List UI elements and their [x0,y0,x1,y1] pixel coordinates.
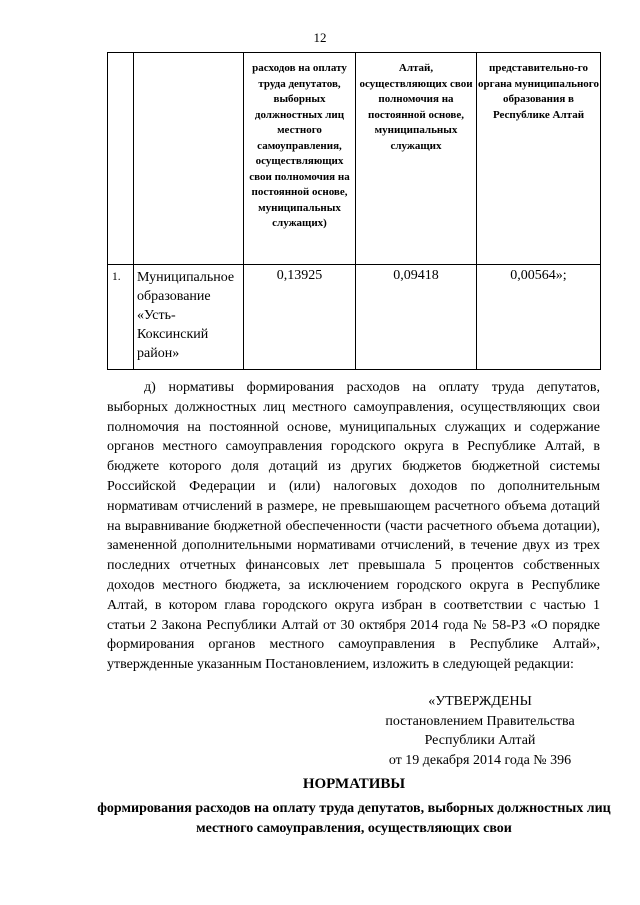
table-header-row [108,53,601,265]
document-title: НОРМАТИВЫ [302,776,406,792]
row-number: 1. [108,265,134,370]
table-row [108,265,601,370]
approval-line-4: от 19 декабря 2014 года № 396 [388,752,572,768]
header-cell-name [134,53,244,265]
body-paragraph: д) нормативы формирования расходов на оплату труда депутатов, выборных должностных лиц местного самоуправления, осуществляющих свои полномочия на постоянной основе, муниципальных служащих и содержание органов местного самоуправления городского округа в Республике Алтай, в бюджете которого доля дотаций из других бюджетов бюджетной системы Российской Федерации и (или) налоговых доходов по дополнительным нормативам отчислений в размере, не превышающем расчетного объема дотаций на выравнивание бюджетной обеспеченности (части расчетного объема дотации), замененной дополнительными нормативами отчислений, в течение двух из трех последних отчетных финансовых лет превышала 5 процентов собственных доходов местного бюджета, за исключением городского округа в Республике Алтай, в котором глава городского округа избран в соответствии с частью 1 статьи 2 Закона Республики Алтай от 30 октября 2014 года № 58-РЗ «О порядке формирования органов местного самоуправления в Республике Алтай», утвержденные указанным Постановлением, изложить в следующей редакции: [107,380,600,673]
approval-block [360,692,600,770]
header-cell-republic-bodies: Алтай, осуществляющих свои полномочия на постоянной основе, муниципальных служащих [356,53,477,265]
normatives-table [107,52,601,370]
header-cell-representative-body: представительно-го органа муниципального образования в Республике Алтай [477,53,601,265]
row-municipality-name: Муниципальное образование «Усть-Коксинский район» [134,265,244,370]
approval-line-3: Республики Алтай [424,733,536,748]
header-cell-salary-expenses: расходов на оплату труда депутатов, выборных должностных лиц местного самоуправления, осуществляющих свои полномочия на постоянной основе, муниципальных служащих) [244,53,356,265]
page-number: 12 [313,30,327,45]
row-value-3: 0,00564»; [477,265,601,370]
approval-line-2: постановлением Правительства [385,713,575,729]
header-cell-num [108,53,134,265]
row-value-1: 0,13925 [244,265,356,370]
row-value-2: 0,09418 [356,265,477,370]
document-subtitle: формирования расходов на оплату труда депутатов, выборных должностных лиц местного самоуправления, осуществляющих свои [97,801,611,836]
approval-line-1: «УТВЕРЖДЕНЫ [428,694,532,709]
